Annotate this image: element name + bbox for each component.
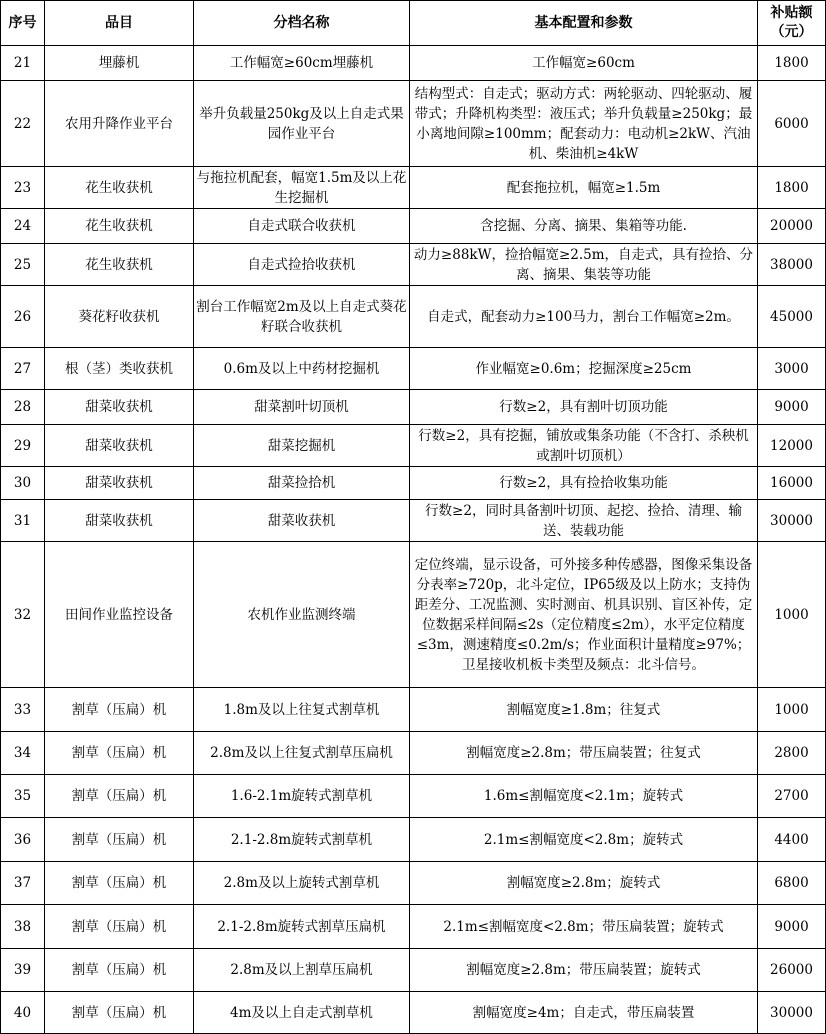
table-row [1, 244, 826, 286]
cell-seq: 28 [1, 390, 45, 425]
cell-spec: 结构型式：自走式；驱动方式：两轮驱动、四轮驱动、履带式；升降机构类型：液压式；举升负载量≥250kg；最小离地间隙≥100mm；配套动力：电动机≥2kW、汽油机、柴油机≥4kW [410, 81, 758, 167]
cell-grade: 1.8m及以上往复式割草机 [194, 688, 410, 732]
cell-spec: 1.6m≤割幅宽度<2.1m；旋转式 [410, 775, 758, 818]
cell-item: 割草（压扁）机 [45, 818, 194, 862]
table-row [1, 46, 826, 81]
cell-spec: 含挖掘、分离、摘果、集箱等功能. [410, 209, 758, 244]
cell-spec: 行数≥2，具有捡拾收集功能 [410, 467, 758, 500]
cell-seq: 27 [1, 348, 45, 390]
cell-grade: 甜菜收获机 [194, 500, 410, 542]
cell-seq: 21 [1, 46, 45, 81]
cell-grade: 0.6m及以上中药材挖掘机 [194, 348, 410, 390]
table-row [1, 81, 826, 167]
table-row [1, 818, 826, 862]
cell-seq: 25 [1, 244, 45, 286]
cell-spec: 割幅宽度≥1.8m；往复式 [410, 688, 758, 732]
cell-item: 埋藤机 [45, 46, 194, 81]
cell-amount: 12000 [758, 425, 826, 467]
table-row [1, 209, 826, 244]
cell-seq: 37 [1, 862, 45, 905]
cell-spec: 割幅宽度≥2.8m；旋转式 [410, 862, 758, 905]
cell-grade: 农机作业监测终端 [194, 542, 410, 688]
cell-amount: 45000 [758, 286, 826, 348]
cell-spec: 割幅宽度≥2.8m；带压扁装置；旋转式 [410, 949, 758, 992]
cell-seq: 35 [1, 775, 45, 818]
cell-grade: 2.1-2.8m旋转式割草压扁机 [194, 905, 410, 949]
table-row [1, 542, 826, 688]
cell-seq: 29 [1, 425, 45, 467]
cell-seq: 39 [1, 949, 45, 992]
cell-item: 甜菜收获机 [45, 425, 194, 467]
cell-seq: 24 [1, 209, 45, 244]
cell-amount: 9000 [758, 905, 826, 949]
cell-amount: 2700 [758, 775, 826, 818]
cell-item: 田间作业监控设备 [45, 542, 194, 688]
cell-spec: 行数≥2，具有割叶切顶功能 [410, 390, 758, 425]
cell-seq: 38 [1, 905, 45, 949]
header-item: 品目 [45, 1, 194, 46]
cell-item: 葵花籽收获机 [45, 286, 194, 348]
cell-spec: 2.1m≤割幅宽度<2.8m；带压扁装置；旋转式 [410, 905, 758, 949]
cell-amount: 38000 [758, 244, 826, 286]
cell-grade: 自走式捡拾收获机 [194, 244, 410, 286]
cell-spec: 动力≥88kW，捡拾幅宽≥2.5m，自走式，具有捡拾、分离、摘果、集装等功能 [410, 244, 758, 286]
cell-item: 花生收获机 [45, 244, 194, 286]
cell-amount: 1000 [758, 542, 826, 688]
cell-amount: 1800 [758, 46, 826, 81]
cell-item: 割草（压扁）机 [45, 732, 194, 775]
cell-grade: 2.1-2.8m旋转式割草机 [194, 818, 410, 862]
header-row [1, 1, 826, 46]
cell-seq: 34 [1, 732, 45, 775]
cell-seq: 32 [1, 542, 45, 688]
cell-grade: 甜菜挖掘机 [194, 425, 410, 467]
cell-item: 甜菜收获机 [45, 467, 194, 500]
header-grade: 分档名称 [194, 1, 410, 46]
cell-item: 花生收获机 [45, 167, 194, 209]
table-row [1, 167, 826, 209]
table-row [1, 862, 826, 905]
header-subsidy [758, 1, 826, 46]
cell-item: 农用升降作业平台 [45, 81, 194, 167]
cell-amount: 6800 [758, 862, 826, 905]
cell-seq: 40 [1, 992, 45, 1034]
cell-seq: 33 [1, 688, 45, 732]
cell-spec: 配套拖拉机，幅宽≥1.5m [410, 167, 758, 209]
cell-spec: 自走式，配套动力≥100马力，割台工作幅宽≥2m。 [410, 286, 758, 348]
cell-spec: 定位终端，显示设备，可外接多种传感器，图像采集设备分表率≥720p，北斗定位，IP65级及以上防水；支持伪距差分、工况监测、实时测亩、机具识别、盲区补传，定位数据采样间隔≤2s（定位精度≤2m），水平定位精度≤3m，测速精度≤0.2m/s；作业面积计量精度≥97%；卫星接收机板卡类型及频点：北斗信号。 [410, 542, 758, 688]
cell-grade: 4m及以上自走式割草机 [194, 992, 410, 1034]
cell-item: 甜菜收获机 [45, 500, 194, 542]
cell-item: 甜菜收获机 [45, 390, 194, 425]
cell-amount: 1800 [758, 167, 826, 209]
table-row [1, 425, 826, 467]
table-row [1, 905, 826, 949]
cell-amount: 30000 [758, 992, 826, 1034]
cell-grade: 1.6-2.1m旋转式割草机 [194, 775, 410, 818]
cell-amount: 3000 [758, 348, 826, 390]
cell-item: 割草（压扁）机 [45, 905, 194, 949]
cell-spec: 工作幅宽≥60cm [410, 46, 758, 81]
header-subsidy-line2: （元） [770, 24, 813, 40]
table-row [1, 390, 826, 425]
cell-grade: 2.8m及以上旋转式割草机 [194, 862, 410, 905]
table-row [1, 732, 826, 775]
cell-amount: 1000 [758, 688, 826, 732]
table-row [1, 467, 826, 500]
cell-item: 根（茎）类收获机 [45, 348, 194, 390]
header-subsidy-line1: 补贴额 [770, 5, 813, 21]
cell-seq: 26 [1, 286, 45, 348]
cell-seq: 36 [1, 818, 45, 862]
cell-grade: 自走式联合收获机 [194, 209, 410, 244]
cell-grade: 甜菜捡拾机 [194, 467, 410, 500]
cell-spec: 割幅宽度≥2.8m；带压扁装置；往复式 [410, 732, 758, 775]
cell-spec: 2.1m≤割幅宽度<2.8m；旋转式 [410, 818, 758, 862]
header-seq: 序号 [1, 1, 45, 46]
cell-grade: 与拖拉机配套，幅宽1.5m及以上花生挖掘机 [194, 167, 410, 209]
cell-spec: 割幅宽度≥4m；自走式，带压扁装置 [410, 992, 758, 1034]
cell-amount: 4400 [758, 818, 826, 862]
cell-item: 割草（压扁）机 [45, 775, 194, 818]
cell-grade: 2.8m及以上往复式割草压扁机 [194, 732, 410, 775]
cell-amount: 20000 [758, 209, 826, 244]
cell-grade: 工作幅宽≥60cm埋藤机 [194, 46, 410, 81]
cell-item: 割草（压扁）机 [45, 688, 194, 732]
table-row [1, 775, 826, 818]
cell-seq: 31 [1, 500, 45, 542]
table-row [1, 286, 826, 348]
table-row [1, 500, 826, 542]
cell-seq: 23 [1, 167, 45, 209]
table-row [1, 949, 826, 992]
table-row [1, 348, 826, 390]
cell-spec: 行数≥2，同时具备割叶切顶、起挖、捡拾、清理、输送、装载功能 [410, 500, 758, 542]
header-spec: 基本配置和参数 [410, 1, 758, 46]
cell-item: 割草（压扁）机 [45, 862, 194, 905]
cell-grade: 甜菜割叶切顶机 [194, 390, 410, 425]
cell-amount: 2800 [758, 732, 826, 775]
cell-item: 割草（压扁）机 [45, 992, 194, 1034]
cell-item: 花生收获机 [45, 209, 194, 244]
cell-seq: 22 [1, 81, 45, 167]
cell-amount: 9000 [758, 390, 826, 425]
cell-amount: 30000 [758, 500, 826, 542]
cell-grade: 举升负载量250kg及以上自走式果园作业平台 [194, 81, 410, 167]
cell-amount: 6000 [758, 81, 826, 167]
cell-amount: 26000 [758, 949, 826, 992]
table-row [1, 688, 826, 732]
cell-amount: 16000 [758, 467, 826, 500]
cell-seq: 30 [1, 467, 45, 500]
table-row [1, 992, 826, 1034]
cell-grade: 2.8m及以上割草压扁机 [194, 949, 410, 992]
cell-spec: 作业幅宽≥0.6m；挖掘深度≥25cm [410, 348, 758, 390]
cell-item: 割草（压扁）机 [45, 949, 194, 992]
cell-grade: 割台工作幅宽2m及以上自走式葵花籽联合收获机 [194, 286, 410, 348]
cell-spec: 行数≥2，具有挖掘，铺放或集条功能（不含打、杀秧机或割叶切顶机） [410, 425, 758, 467]
